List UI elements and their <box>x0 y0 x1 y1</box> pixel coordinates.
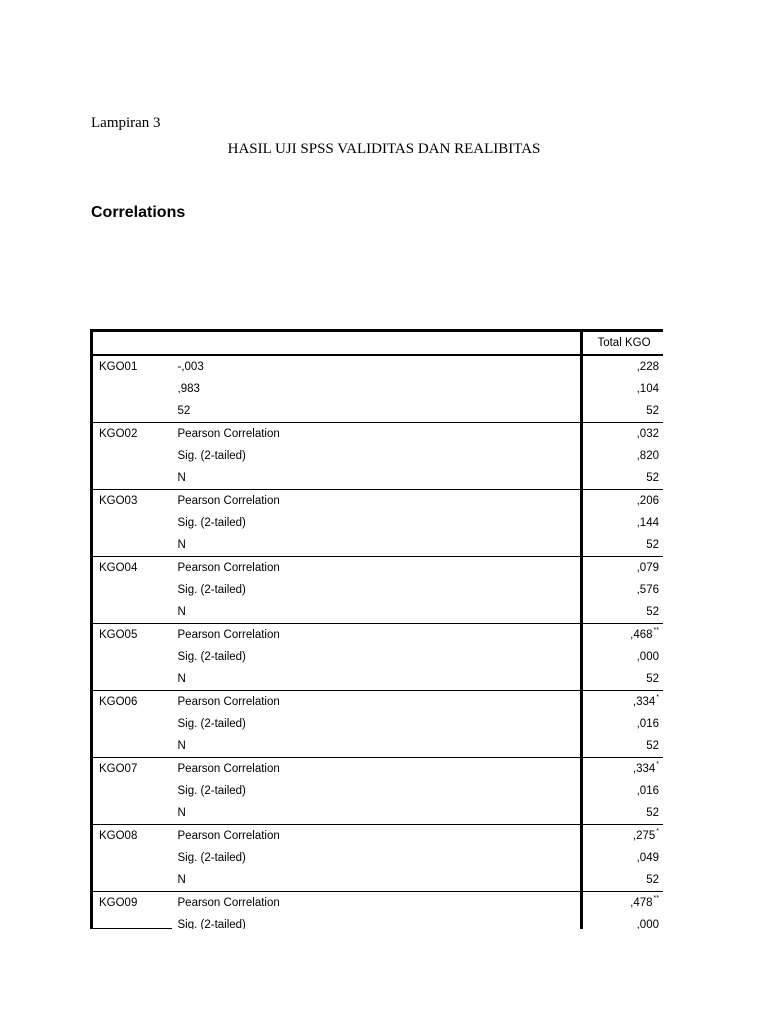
table-row <box>92 892 664 915</box>
row-statistic-label: Pearson Correlation <box>177 830 280 842</box>
row-statistic-label: Sig. (2-tailed) <box>177 919 246 929</box>
table-row <box>92 802 664 825</box>
row-variable-label: KGO06 <box>92 691 172 714</box>
row-total-kgo-value <box>582 780 664 802</box>
row-statistic-label: Sig. (2-tailed) <box>177 718 246 730</box>
value-text: 52 <box>646 405 659 417</box>
value-text: ,576 <box>636 584 659 596</box>
row-variable-label <box>92 780 172 802</box>
row-statistic-label: N <box>172 601 582 624</box>
row-statistic-label: Pearson Correlation <box>177 763 280 775</box>
row-total-kgo-value <box>582 802 664 825</box>
row-variable-label: KGO01 <box>92 355 172 378</box>
significance-mark: ** <box>653 627 659 634</box>
table-row <box>92 467 664 490</box>
row-total-kgo-value <box>582 691 664 714</box>
value-text: ,079 <box>636 562 659 574</box>
value-text: 52 <box>646 807 659 819</box>
row-variable-label <box>92 601 172 624</box>
row-total-kgo-value <box>582 892 664 915</box>
row-variable-label <box>92 668 172 691</box>
table-row <box>92 691 664 714</box>
row-variable-label: KGO09 <box>92 892 172 915</box>
row-total-kgo-value <box>582 601 664 624</box>
row-total-kgo-value <box>582 534 664 557</box>
value-text: ,144 <box>636 517 659 529</box>
document-title: HASIL UJI SPSS VALIDITAS DAN REALIBITAS <box>227 141 541 157</box>
table-row <box>92 490 664 513</box>
row-total-kgo-value <box>582 735 664 758</box>
row-total-kgo-value <box>582 512 664 534</box>
row-statistic-label: Sig. (2-tailed) <box>177 852 246 864</box>
section-heading: Correlations <box>91 204 186 221</box>
value-text: ,032 <box>636 428 659 440</box>
correlations-table-container <box>90 329 663 929</box>
header-total-kgo: Total KGO <box>582 331 664 356</box>
row-total-kgo-value <box>582 378 664 400</box>
table-row <box>92 869 664 892</box>
correlations-table <box>90 329 663 929</box>
row-statistic-label: Pearson Correlation <box>177 428 280 440</box>
table-row <box>92 512 664 534</box>
table-row <box>92 400 664 423</box>
row-statistic-label: Sig. (2-tailed) <box>177 517 246 529</box>
value-text: ,104 <box>636 383 659 395</box>
row-variable-label <box>92 802 172 825</box>
row-variable-label <box>92 400 172 423</box>
row-variable-label <box>92 847 172 869</box>
table-row <box>92 646 664 668</box>
table-row <box>92 668 664 691</box>
table-row <box>92 355 664 378</box>
row-variable-label <box>92 579 172 601</box>
table-row <box>92 423 664 446</box>
row-total-kgo-value <box>582 445 664 467</box>
row-variable-label <box>92 914 172 929</box>
row-statistic-label: N <box>172 869 582 892</box>
row-statistic-label: Sig. (2-tailed) <box>177 584 246 596</box>
significance-mark: * <box>656 694 659 701</box>
row-statistic-label: Pearson Correlation <box>177 897 280 909</box>
row-statistic-label: Pearson Correlation <box>177 495 280 507</box>
value-text: ,820 <box>636 450 659 462</box>
appendix-label: Lampiran 3 <box>91 115 161 131</box>
row-variable-label <box>92 713 172 735</box>
row-statistic-label: N <box>172 534 582 557</box>
correlations-table-body <box>92 331 664 930</box>
header-row-label <box>92 331 172 356</box>
table-row <box>92 735 664 758</box>
row-statistic-label: Sig. (2-tailed) <box>177 450 246 462</box>
table-row <box>92 378 664 400</box>
value-text: ,000 <box>636 651 659 663</box>
row-statistic-label: 52 <box>172 400 582 423</box>
value-text: ,000 <box>636 919 659 929</box>
row-statistic-label: Pearson Correlation <box>177 562 280 574</box>
row-statistic-label: Sig. (2-tailed) <box>177 785 246 797</box>
row-total-kgo-value <box>582 668 664 691</box>
value-text: 52 <box>646 606 659 618</box>
value-text: ,016 <box>636 785 659 797</box>
row-variable-label: KGO04 <box>92 557 172 580</box>
row-statistic-label: -,003 <box>177 361 204 373</box>
row-variable-label <box>92 512 172 534</box>
row-total-kgo-value <box>582 914 664 929</box>
row-statistic-label: N <box>172 735 582 758</box>
value-text: ,478 <box>630 897 653 909</box>
value-text: ,016 <box>636 718 659 730</box>
row-variable-label <box>92 869 172 892</box>
row-total-kgo-value <box>582 646 664 668</box>
significance-mark: ** <box>653 895 659 902</box>
row-variable-label <box>92 735 172 758</box>
table-row <box>92 713 664 735</box>
table-row <box>92 758 664 781</box>
table-row <box>92 825 664 848</box>
table-row <box>92 534 664 557</box>
row-statistic-label: Pearson Correlation <box>177 629 280 641</box>
row-total-kgo-value <box>582 467 664 490</box>
row-total-kgo-value <box>582 825 664 848</box>
row-variable-label <box>92 467 172 490</box>
table-row <box>92 557 664 580</box>
row-statistic-label: N <box>172 467 582 490</box>
row-statistic-label: N <box>172 668 582 691</box>
table-row <box>92 445 664 467</box>
row-total-kgo-value <box>582 624 664 647</box>
row-total-kgo-value <box>582 713 664 735</box>
value-text: ,228 <box>636 361 659 373</box>
row-total-kgo-value <box>582 400 664 423</box>
row-variable-label: KGO03 <box>92 490 172 513</box>
row-variable-label: KGO05 <box>92 624 172 647</box>
value-text: 52 <box>646 472 659 484</box>
value-text: 52 <box>646 740 659 752</box>
table-header-row <box>92 331 664 356</box>
table-row <box>92 601 664 624</box>
row-variable-label <box>92 646 172 668</box>
row-total-kgo-value <box>582 579 664 601</box>
row-total-kgo-value <box>582 869 664 892</box>
value-text: ,049 <box>636 852 659 864</box>
row-statistic-label: ,983 <box>177 383 200 395</box>
value-text: ,275 <box>632 830 656 842</box>
row-variable-label: KGO08 <box>92 825 172 848</box>
row-total-kgo-value <box>582 758 664 781</box>
row-total-kgo-value <box>582 847 664 869</box>
row-variable-label: KGO07 <box>92 758 172 781</box>
row-variable-label <box>92 445 172 467</box>
table-row <box>92 624 664 647</box>
row-variable-label <box>92 534 172 557</box>
value-text: ,334 <box>632 696 656 708</box>
table-row <box>92 914 664 929</box>
row-total-kgo-value <box>582 355 664 378</box>
value-text: 52 <box>646 539 659 551</box>
row-variable-label <box>92 378 172 400</box>
table-row <box>92 579 664 601</box>
row-statistic-label: N <box>172 802 582 825</box>
value-text: ,334 <box>632 763 656 775</box>
table-row <box>92 847 664 869</box>
row-variable-label: KGO02 <box>92 423 172 446</box>
value-text: ,468 <box>630 629 653 641</box>
row-total-kgo-value <box>582 423 664 446</box>
row-statistic-label: Pearson Correlation <box>177 696 280 708</box>
significance-mark: * <box>656 828 659 835</box>
value-text: 52 <box>646 673 659 685</box>
table-cut-line <box>90 928 172 929</box>
significance-mark: * <box>656 761 659 768</box>
table-row <box>92 780 664 802</box>
row-total-kgo-value <box>582 490 664 513</box>
header-stat-label <box>172 331 582 356</box>
value-text: ,206 <box>636 495 659 507</box>
row-total-kgo-value <box>582 557 664 580</box>
value-text: 52 <box>646 874 659 886</box>
row-statistic-label: Sig. (2-tailed) <box>177 651 246 663</box>
